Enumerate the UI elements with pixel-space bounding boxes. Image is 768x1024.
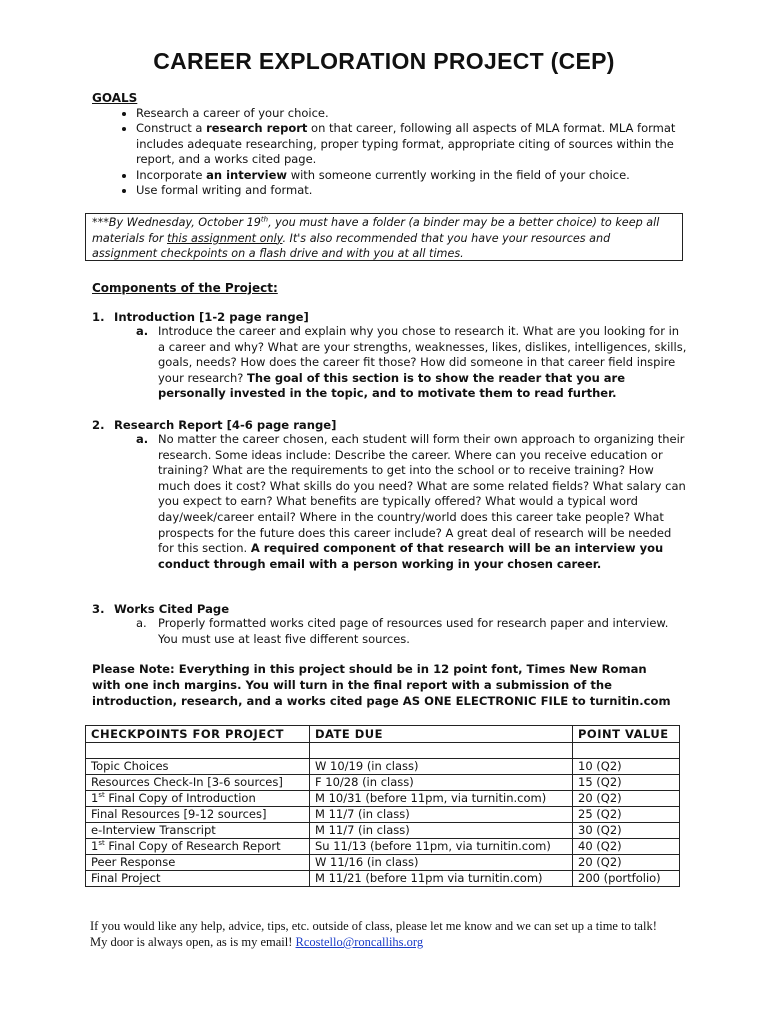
teacher-email-link[interactable]: Rcostello@roncallihs.org (295, 935, 424, 949)
page-title: CAREER EXPLORATION PROJECT (CEP) (153, 48, 615, 74)
components-heading: Components of the Project: (92, 281, 278, 295)
checkpoints-table (85, 725, 680, 887)
table-header-row (86, 726, 680, 743)
footer-message: If you would like any help, advice, tips, etc. outside of class, please let me know and we can set up a time to talk! My door is always open, as is my email! Rcostello@roncallihs.org (90, 919, 657, 949)
table-row: Final Resources [9-12 sources] M 11/7 (in class) 25 (Q2) (86, 807, 680, 823)
header-point-value: POINT VALUE (573, 726, 680, 743)
goal-item: • Construct a research report on that career, following all aspects of MLA format. MLA format includes adequate researching, proper typing format, appropriate citing of sources within the report, and a works cited page. (136, 121, 696, 167)
goal-item: • Incorporate an interview with someone currently working in the field of your choice. (136, 168, 696, 183)
goals-list (110, 106, 696, 198)
table-row: 1st Final Copy of Research Report Su 11/13 (before 11pm, via turnitin.com) 40 (Q2) (86, 839, 680, 855)
table-row: 1st Final Copy of Introduction M 10/31 (before 11pm, via turnitin.com) 20 (Q2) (86, 791, 680, 807)
formatting-note: Please Note: Everything in this project should be in 12 point font, Times New Roman with one inch margins. You will turn in the final report with a submission of the introduction, research, and a works cited page AS ONE ELECTRONIC FILE to turnitin.com (92, 662, 671, 708)
table-row: Resources Check-In [3-6 sources] F 10/28 (in class) 15 (Q2) (86, 775, 680, 791)
folder-notice-box: ***By Wednesday, October 19th, you must have a folder (a binder may be a better choice) to keep all materials for this assignment only. It's also recommended that you have your resources and assignment checkpoints on a flash drive and with you at all times. (85, 213, 683, 261)
goal-item: • Use formal writing and format. (136, 183, 696, 198)
table-row: Final Project M 11/21 (before 11pm via turnitin.com) 200 (portfolio) (86, 871, 680, 887)
table-row: Peer Response W 11/16 (in class) 20 (Q2) (86, 855, 680, 871)
table-row (86, 743, 680, 759)
goal-item: • Research a career of your choice. (136, 106, 696, 121)
component-works-cited: 3. Works Cited Page a. Properly formatted works cited page of resources used for research paper and interview. You must use at least five different sources. (92, 602, 669, 646)
header-checkpoints: CHECKPOINTS FOR PROJECT (86, 726, 310, 743)
component-introduction: 1. Introduction [1-2 page range] a. Introduce the career and explain why you chose to research it. What are you looking for in a career and why? What are your strengths, weaknesses, likes, dislikes, intelligences, skills, goals, needs? How does the career fit those? How did someone in that career field inspire your research? The goal of this section is to show the reader that you are personally invested in the topic, and to motivate them to read further. (92, 310, 687, 401)
header-date-due: DATE DUE (310, 726, 573, 743)
component-research-report: 2. Research Report [4-6 page range] a. No matter the career chosen, each student will form their own approach to organizing their research. Some ideas include: Describe the career. Where can you receive education or training? What are the requirements to get into the school or to receive training? How much does it cost? What skills do you need? What are some related fields? What salary can you expect to earn? What benefits are typically offered? What would a typical word day/week/career entail? Where in the country/world does this career take people? What prospects for the future does this career include? A great deal of research will be needed for this section. A required component of that research will be an interview you conduct through email with a person working in your chosen career. (92, 418, 686, 571)
goals-heading: GOALS (92, 91, 138, 105)
table-row: Topic Choices W 10/19 (in class) 10 (Q2) (86, 759, 680, 775)
table-row: e-Interview Transcript M 11/7 (in class) 30 (Q2) (86, 823, 680, 839)
